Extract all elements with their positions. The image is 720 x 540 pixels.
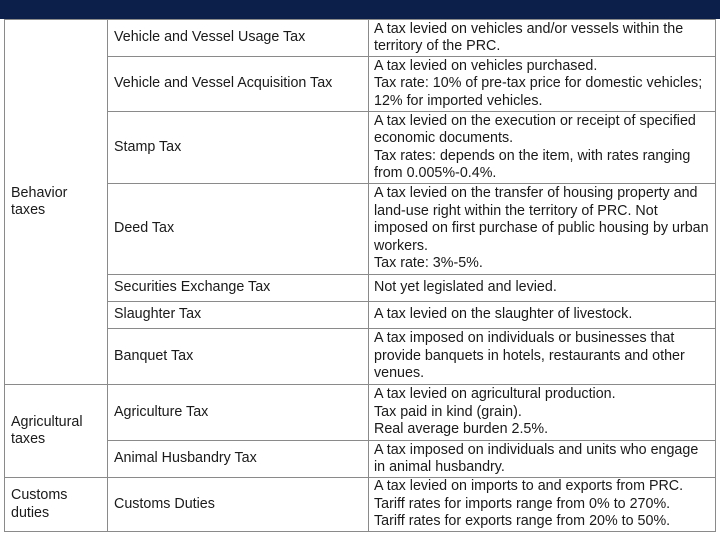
tax-category-cell: Agricultural taxes — [5, 385, 108, 478]
tax-row — [5, 478, 716, 532]
tax-description-cell — [369, 112, 716, 184]
tax-description-cell — [369, 275, 716, 302]
tax-name-cell: Banquet Tax — [108, 329, 369, 385]
tax-name-cell: Vehicle and Vessel Acquisition Tax — [108, 57, 369, 112]
tax-description-line: A tax levied on the slaughter of livestock. — [374, 306, 633, 323]
tax-description-line: Tax rates: depends on the item, with rates ranging from 0.005%-0.4%. — [374, 147, 691, 181]
tax-description-line: Real average burden 2.5%. — [374, 421, 549, 438]
tax-description-cell — [369, 385, 716, 441]
tax-name-cell: Securities Exchange Tax — [108, 275, 369, 302]
tax-description-line: Not yet legislated and levied. — [374, 279, 557, 296]
tax-description-line: A tax levied on vehicles purchased. — [374, 57, 598, 74]
tax-name-cell: Agriculture Tax — [108, 385, 369, 441]
tax-description-cell — [369, 184, 716, 275]
tax-description-line: Tariff rates for exports range from 20% to 50%. — [374, 513, 671, 530]
tax-description-line: A tax levied on vehicles and/or vessels within the territory of the PRC. — [374, 20, 684, 54]
tax-description-line: Tax paid in kind (grain). — [374, 403, 522, 420]
tax-description-line: Tax rate: 3%-5%. — [374, 255, 483, 272]
tax-name-cell: Customs Duties — [108, 478, 369, 532]
tax-table — [4, 19, 716, 532]
tax-row — [5, 329, 716, 385]
tax-name-cell: Deed Tax — [108, 184, 369, 275]
tax-description-cell — [369, 441, 716, 478]
tax-table-container — [4, 19, 720, 540]
tax-description-line: A tax imposed on individuals or businesses that provide banquets in hotels, restaurants and other venues. — [374, 330, 685, 382]
tax-description-line: A tax levied on imports to and exports from PRC. — [374, 478, 684, 495]
tax-category-cell: Behavior taxes — [5, 20, 108, 385]
tax-description-cell — [369, 57, 716, 112]
tax-row — [5, 20, 716, 57]
tax-row — [5, 57, 716, 112]
slide-header-bar — [0, 0, 720, 19]
tax-row — [5, 302, 716, 329]
tax-name-cell: Vehicle and Vessel Usage Tax — [108, 20, 369, 57]
tax-row — [5, 385, 716, 441]
tax-description-line: A tax levied on agricultural production. — [374, 386, 616, 403]
tax-description-line: A tax levied on the execution or receipt of specified economic documents. — [374, 112, 696, 146]
tax-category-cell: Customs duties — [5, 478, 108, 532]
tax-description-cell — [369, 302, 716, 329]
tax-description-cell — [369, 20, 716, 57]
tax-description-line: A tax levied on the transfer of housing property and land-use right within the territory of PRC. Not imposed on first purchase of public housing by urban workers. — [374, 185, 709, 254]
tax-row — [5, 275, 716, 302]
tax-row — [5, 441, 716, 478]
tax-description-line: Tax rate: 10% of pre-tax price for domestic vehicles; 12% for imported vehicles. — [374, 75, 703, 109]
tax-description-line: A tax imposed on individuals and units who engage in animal husbandry. — [374, 441, 699, 475]
tax-description-line: Tariff rates for imports range from 0% to 270%. — [374, 495, 671, 512]
tax-description-cell — [369, 478, 716, 532]
tax-name-cell: Animal Husbandry Tax — [108, 441, 369, 478]
tax-description-cell — [369, 329, 716, 385]
tax-row — [5, 184, 716, 275]
tax-row — [5, 112, 716, 184]
tax-name-cell: Stamp Tax — [108, 112, 369, 184]
tax-name-cell: Slaughter Tax — [108, 302, 369, 329]
tax-table-body — [5, 20, 716, 532]
